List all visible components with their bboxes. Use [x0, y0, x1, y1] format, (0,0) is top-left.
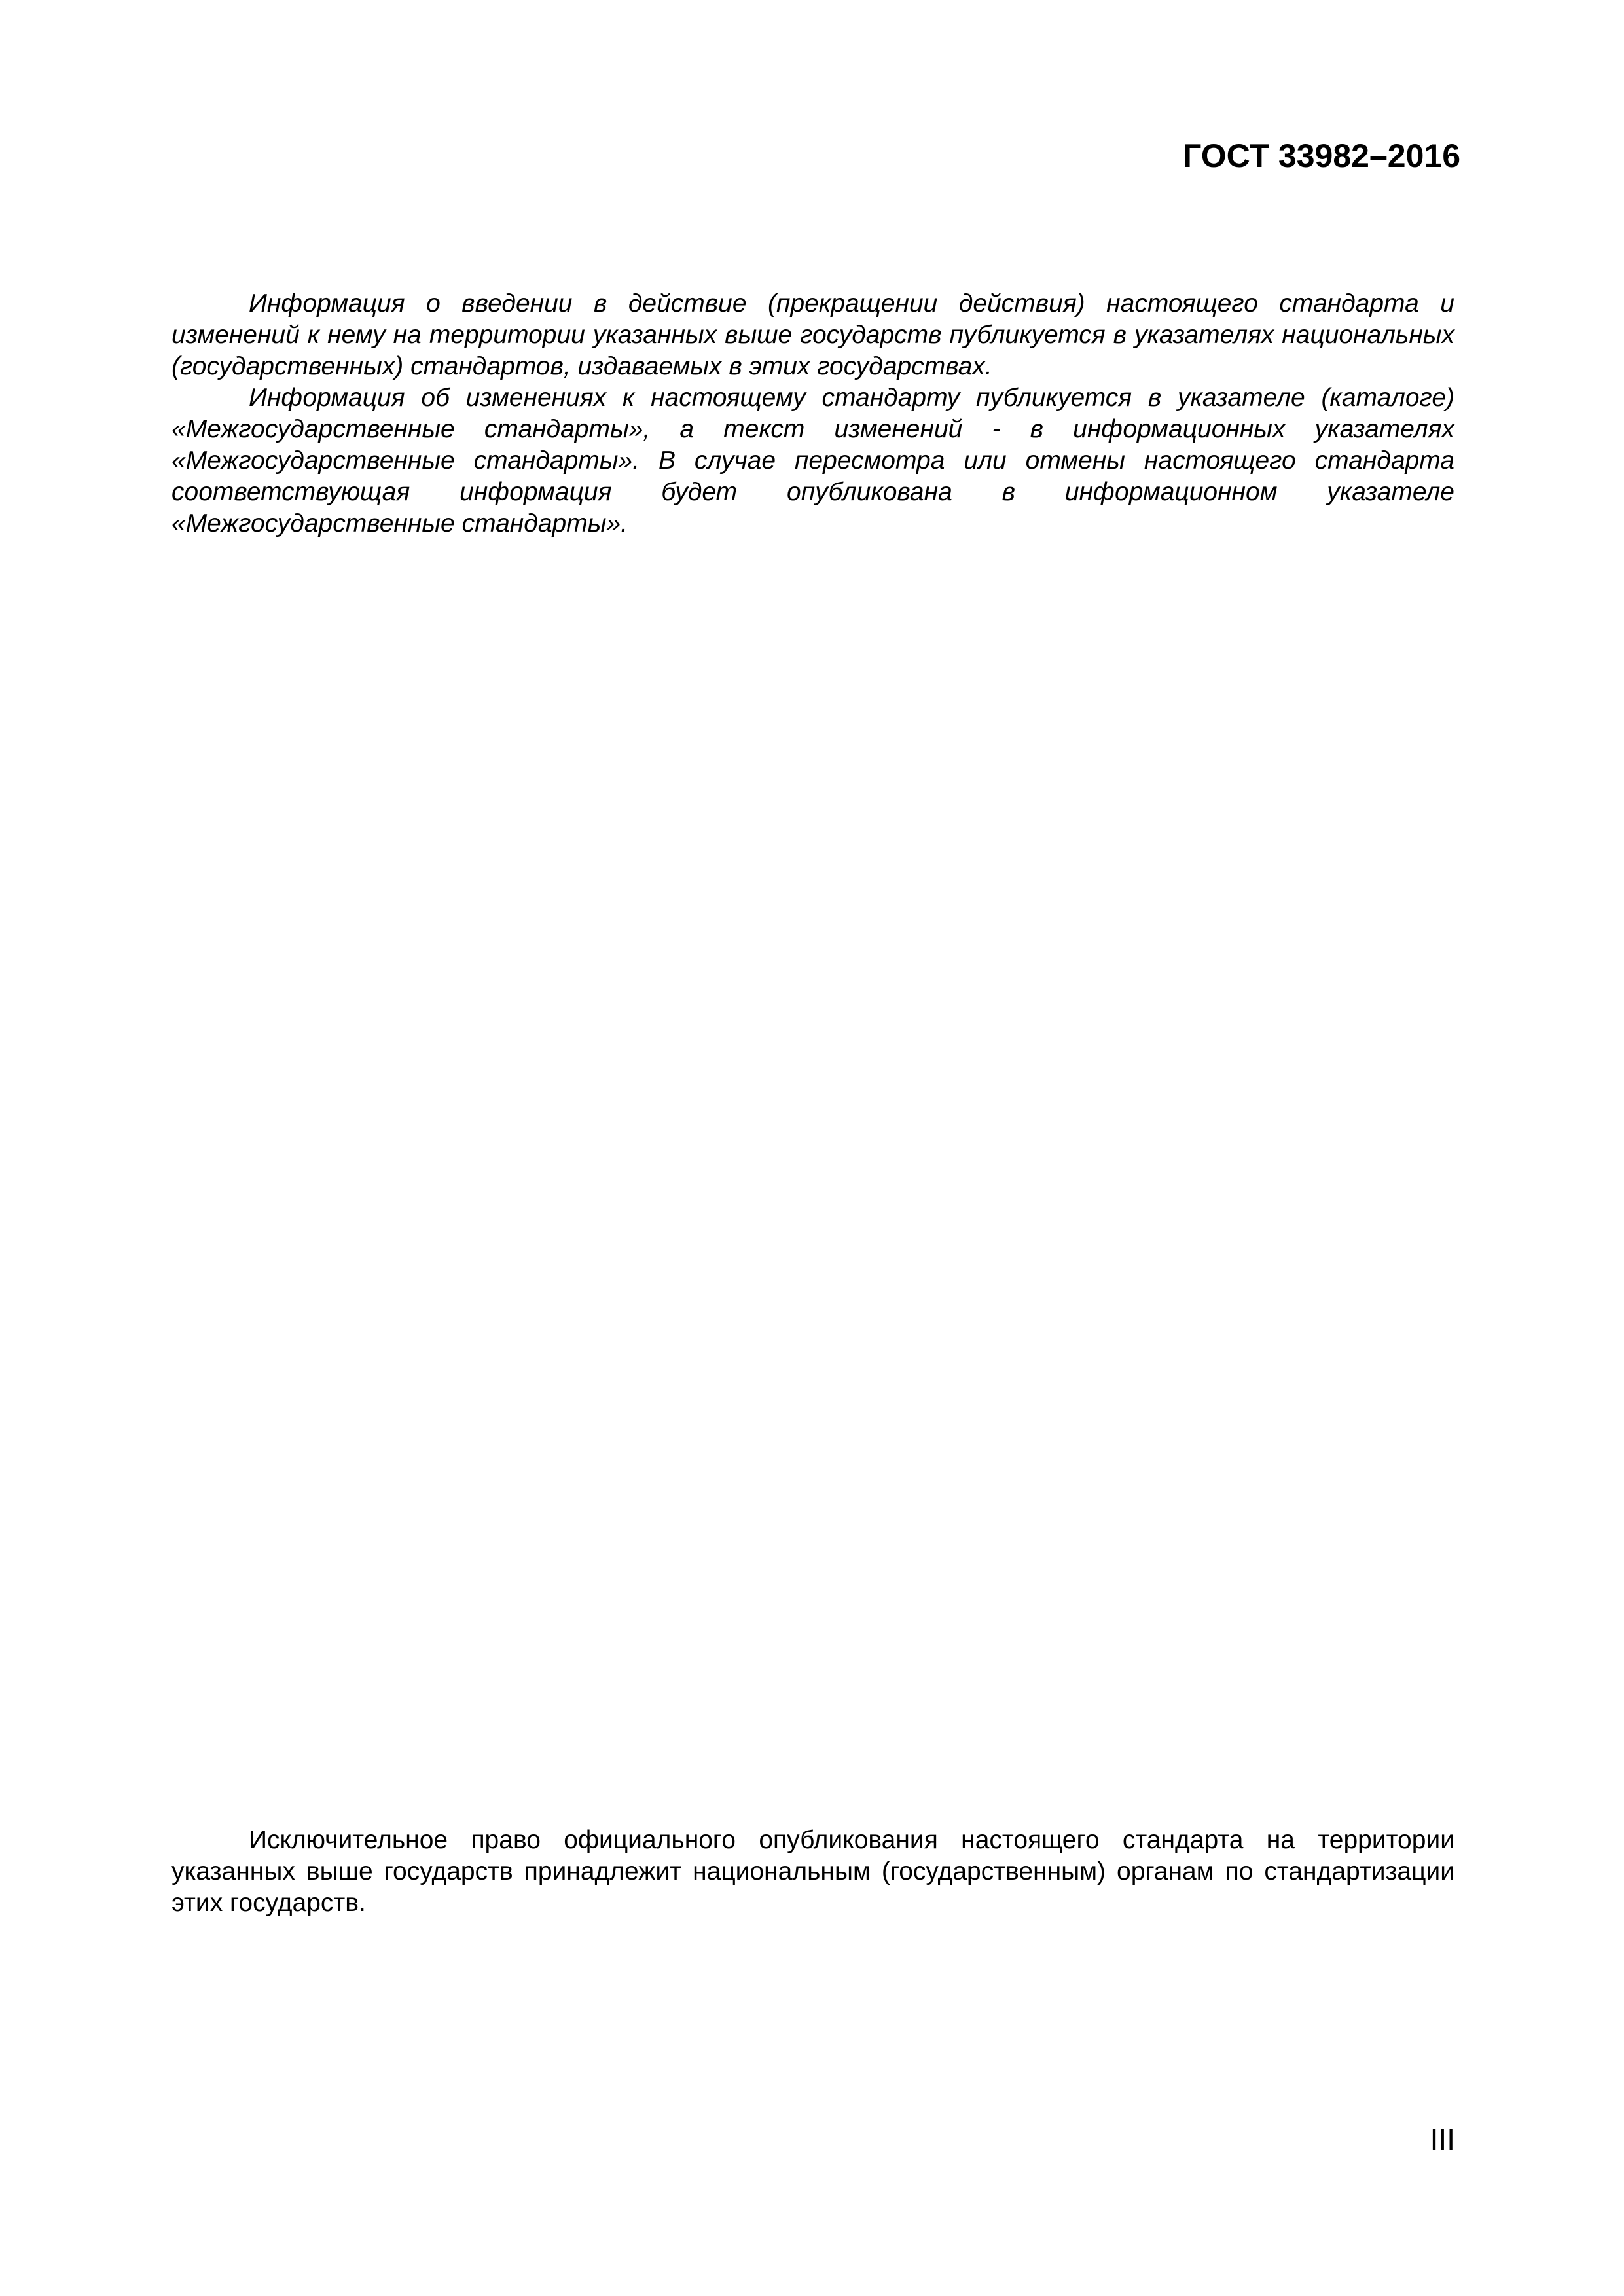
page-number: III: [1430, 2123, 1455, 2157]
exclusive-rights-block: [171, 1825, 1454, 1919]
exclusive-rights-paragraph: Исключительное право официального опубликования настоящего стандарта на территории указанных выше государств принадлежит национальным (государственным) органам по стандартизации этих государств.: [171, 1826, 1454, 1917]
standard-code-header: ГОСТ 33982–2016: [1183, 137, 1460, 174]
info-paragraph-changes: Информация об изменениях к настоящему стандарту публикуется в указателе (каталоге) «Межгосударственные стандарты», а текст изменений - в информационных указателях «Межгосударственные стандарты». В случае пересмотра или отмены настоящего стандарта соответствующая информация будет опубликована в информационном указателе «Межгосударственные стандарты».: [171, 384, 1454, 538]
info-paragraph-enactment: Информация о введении в действие (прекращении действия) настоящего стандарта и изменений к нему на территории указанных выше государств публикуется в указателях национальных (государственных) стандартов, издаваемых в этих государствах.: [171, 289, 1454, 380]
publication-info-block: [171, 288, 1454, 539]
